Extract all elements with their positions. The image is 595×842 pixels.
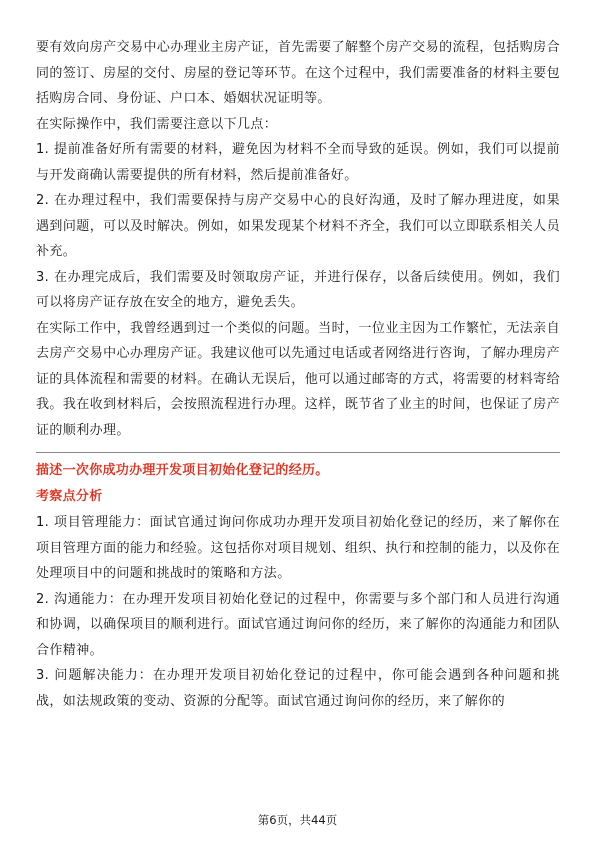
analysis-item-1: 1. 项目管理能力：面试官通过询问你成功办理开发项目初始化登记的经历，来了解你在项目管理方面的能力和经验。这包括你对项目规划、组织、执行和控制的能力，以及你在处理项目中的问题和挑战时的策略和方法。 [36, 515, 560, 581]
list-item-3: 3. 在办理完成后，我们需要及时领取房产证，并进行保存，以备后续使用。例如，我们可以将房产证存放在安全的地方，避免丢失。 [36, 269, 560, 310]
analysis-item-3: 3. 问题解决能力：在办理开发项目初始化登记的过程中，你可能会遇到各种问题和挑战，如法规政策的变动、资源的分配等。面试官通过询问你的经历，来了解你的 [36, 668, 560, 709]
analysis-item-2: 2. 沟通能力：在办理开发项目初始化登记的过程中，你需要与多个部门和人员进行沟通和协调，以确保项目的顺利进行。面试官通过询问你的经历，来了解你的沟通能力和团队合作精神。 [36, 591, 560, 658]
experience-paragraph: 在实际工作中，我曾经遇到过一个类似的问题。当时，一位业主因为工作繁忙，无法亲自去房产交易中心办理房产证。我建议他可以先通过电话或者网络进行咨询，了解办理房产证的具体流程和需要的材料。在确认无误后，他可以通过邮寄的方式，将需要的材料寄给我。我在收到材料后，会按照流程进行办理。这样，既节省了业主的时间，也保证了房产证的顺利办理。 [36, 320, 560, 438]
list-item-1: 1. 提前准备好所有需要的材料，避免因为材料不全而导致的延误。例如，我们可以提前与开发商确认需要提供的所有材料，然后提前准备好。 [36, 142, 560, 183]
page-content [36, 35, 560, 714]
section-divider [36, 452, 560, 453]
list-item-2: 2. 在办理过程中，我们需要保持与房产交易中心的良好沟通，及时了解办理进度，如果遇到问题，可以及时解决。例如，如果发现某个材料不齐全，我们可以立即联系相关人员补充。 [36, 193, 560, 259]
question-heading: 描述一次你成功办理开发项目初始化登记的经历。 [36, 463, 329, 478]
analysis-heading: 考察点分析 [36, 489, 103, 504]
intro-paragraph-2: 在实际操作中，我们需要注意以下几点： [36, 116, 278, 132]
page-number-footer: 第6页，共44页 [257, 813, 338, 827]
intro-paragraph-1: 要有效向房产交易中心办理业主房产证，首先需要了解整个房产交易的流程，包括购房合同的签订、房屋的交付、房屋的登记等环节。在这个过程中，我们需要准备的材料主要包括购房合同、身份证、户口本、婚姻状况证明等。 [36, 40, 560, 106]
